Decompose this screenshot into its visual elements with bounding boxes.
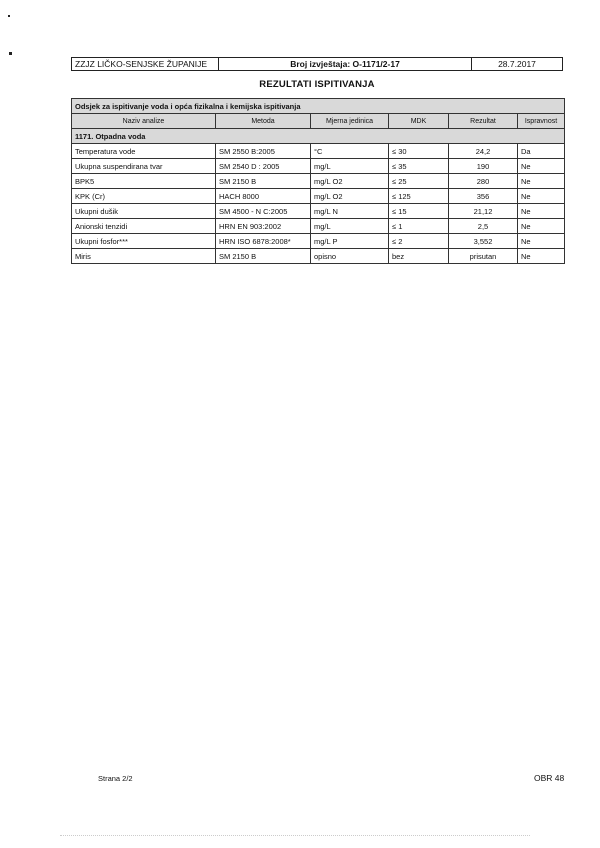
analysis-name: Anionski tenzidi	[72, 219, 216, 234]
mdk-limit: ≤ 2	[389, 234, 449, 249]
compliance-status: Ne	[518, 204, 565, 219]
column-header: Naziv analize	[72, 114, 216, 129]
column-header: Metoda	[216, 114, 311, 129]
analysis-name: Miris	[72, 249, 216, 264]
organization-name: ZZJZ LIČKO-SENJSKE ŽUPANIJE	[72, 58, 219, 70]
analysis-name: BPK5	[72, 174, 216, 189]
table-row	[72, 204, 565, 219]
results-table	[71, 98, 565, 264]
table-row	[72, 234, 565, 249]
method: SM 4500 - N C:2005	[216, 204, 311, 219]
compliance-status: Ne	[518, 234, 565, 249]
result-value: 21,12	[449, 204, 518, 219]
table-row	[72, 189, 565, 204]
department-name: Odsjek za ispitivanje voda i opća fizikalna i kemijska ispitivanja	[72, 99, 565, 114]
analysis-name: Ukupni fosfor***	[72, 234, 216, 249]
page-number: Strana 2/2	[98, 774, 133, 783]
analysis-name: KPK (Cr)	[72, 189, 216, 204]
table-row	[72, 249, 565, 264]
result-value: 2,5	[449, 219, 518, 234]
mdk-limit: ≤ 1	[389, 219, 449, 234]
form-code: OBR 48	[534, 773, 565, 783]
compliance-status: Ne	[518, 219, 565, 234]
compliance-status: Da	[518, 144, 565, 159]
unit: mg/L N	[311, 204, 389, 219]
analysis-name: Ukupni dušik	[72, 204, 216, 219]
scan-artifact-line	[60, 835, 530, 836]
mdk-limit: bez	[389, 249, 449, 264]
column-header: MDK	[389, 114, 449, 129]
method: SM 2150 B	[216, 249, 311, 264]
column-header: Rezultat	[449, 114, 518, 129]
unit: opisno	[311, 249, 389, 264]
compliance-status: Ne	[518, 174, 565, 189]
mdk-limit: ≤ 30	[389, 144, 449, 159]
unit: mg/L P	[311, 234, 389, 249]
department-row	[72, 99, 565, 114]
compliance-status: Ne	[518, 249, 565, 264]
mdk-limit: ≤ 35	[389, 159, 449, 174]
page-title: REZULTATI ISPITIVANJA	[259, 79, 375, 90]
group-label: 1171. Otpadna voda	[72, 129, 565, 144]
result-value: prisutan	[449, 249, 518, 264]
result-value: 24,2	[449, 144, 518, 159]
result-value: 3,552	[449, 234, 518, 249]
column-header-row	[72, 114, 565, 129]
unit: mg/L O2	[311, 189, 389, 204]
scan-speck-top	[8, 15, 10, 17]
column-header: Mjerna jedinica	[311, 114, 389, 129]
method: HRN ISO 6878:2008*	[216, 234, 311, 249]
unit: mg/L	[311, 219, 389, 234]
unit: °C	[311, 144, 389, 159]
analysis-name: Temperatura vode	[72, 144, 216, 159]
table-row	[72, 159, 565, 174]
table-row	[72, 219, 565, 234]
method: SM 2150 B	[216, 174, 311, 189]
analysis-name: Ukupna suspendirana tvar	[72, 159, 216, 174]
table-row	[72, 144, 565, 159]
unit: mg/L O2	[311, 174, 389, 189]
scan-speck-mark	[9, 52, 12, 55]
mdk-limit: ≤ 15	[389, 204, 449, 219]
method: HACH 8000	[216, 189, 311, 204]
table-row	[72, 174, 565, 189]
mdk-limit: ≤ 125	[389, 189, 449, 204]
column-header: Ispravnost	[518, 114, 565, 129]
method: HRN EN 903:2002	[216, 219, 311, 234]
result-value: 356	[449, 189, 518, 204]
results-body	[72, 144, 565, 264]
compliance-status: Ne	[518, 159, 565, 174]
result-value: 190	[449, 159, 518, 174]
report-header	[71, 57, 563, 71]
mdk-limit: ≤ 25	[389, 174, 449, 189]
group-row	[72, 129, 565, 144]
compliance-status: Ne	[518, 189, 565, 204]
method: SM 2540 D : 2005	[216, 159, 311, 174]
unit: mg/L	[311, 159, 389, 174]
result-value: 280	[449, 174, 518, 189]
method: SM 2550 B:2005	[216, 144, 311, 159]
report-number: Broj izvještaja: O-1171/2-17	[219, 58, 472, 70]
report-date: 28.7.2017	[498, 59, 536, 69]
